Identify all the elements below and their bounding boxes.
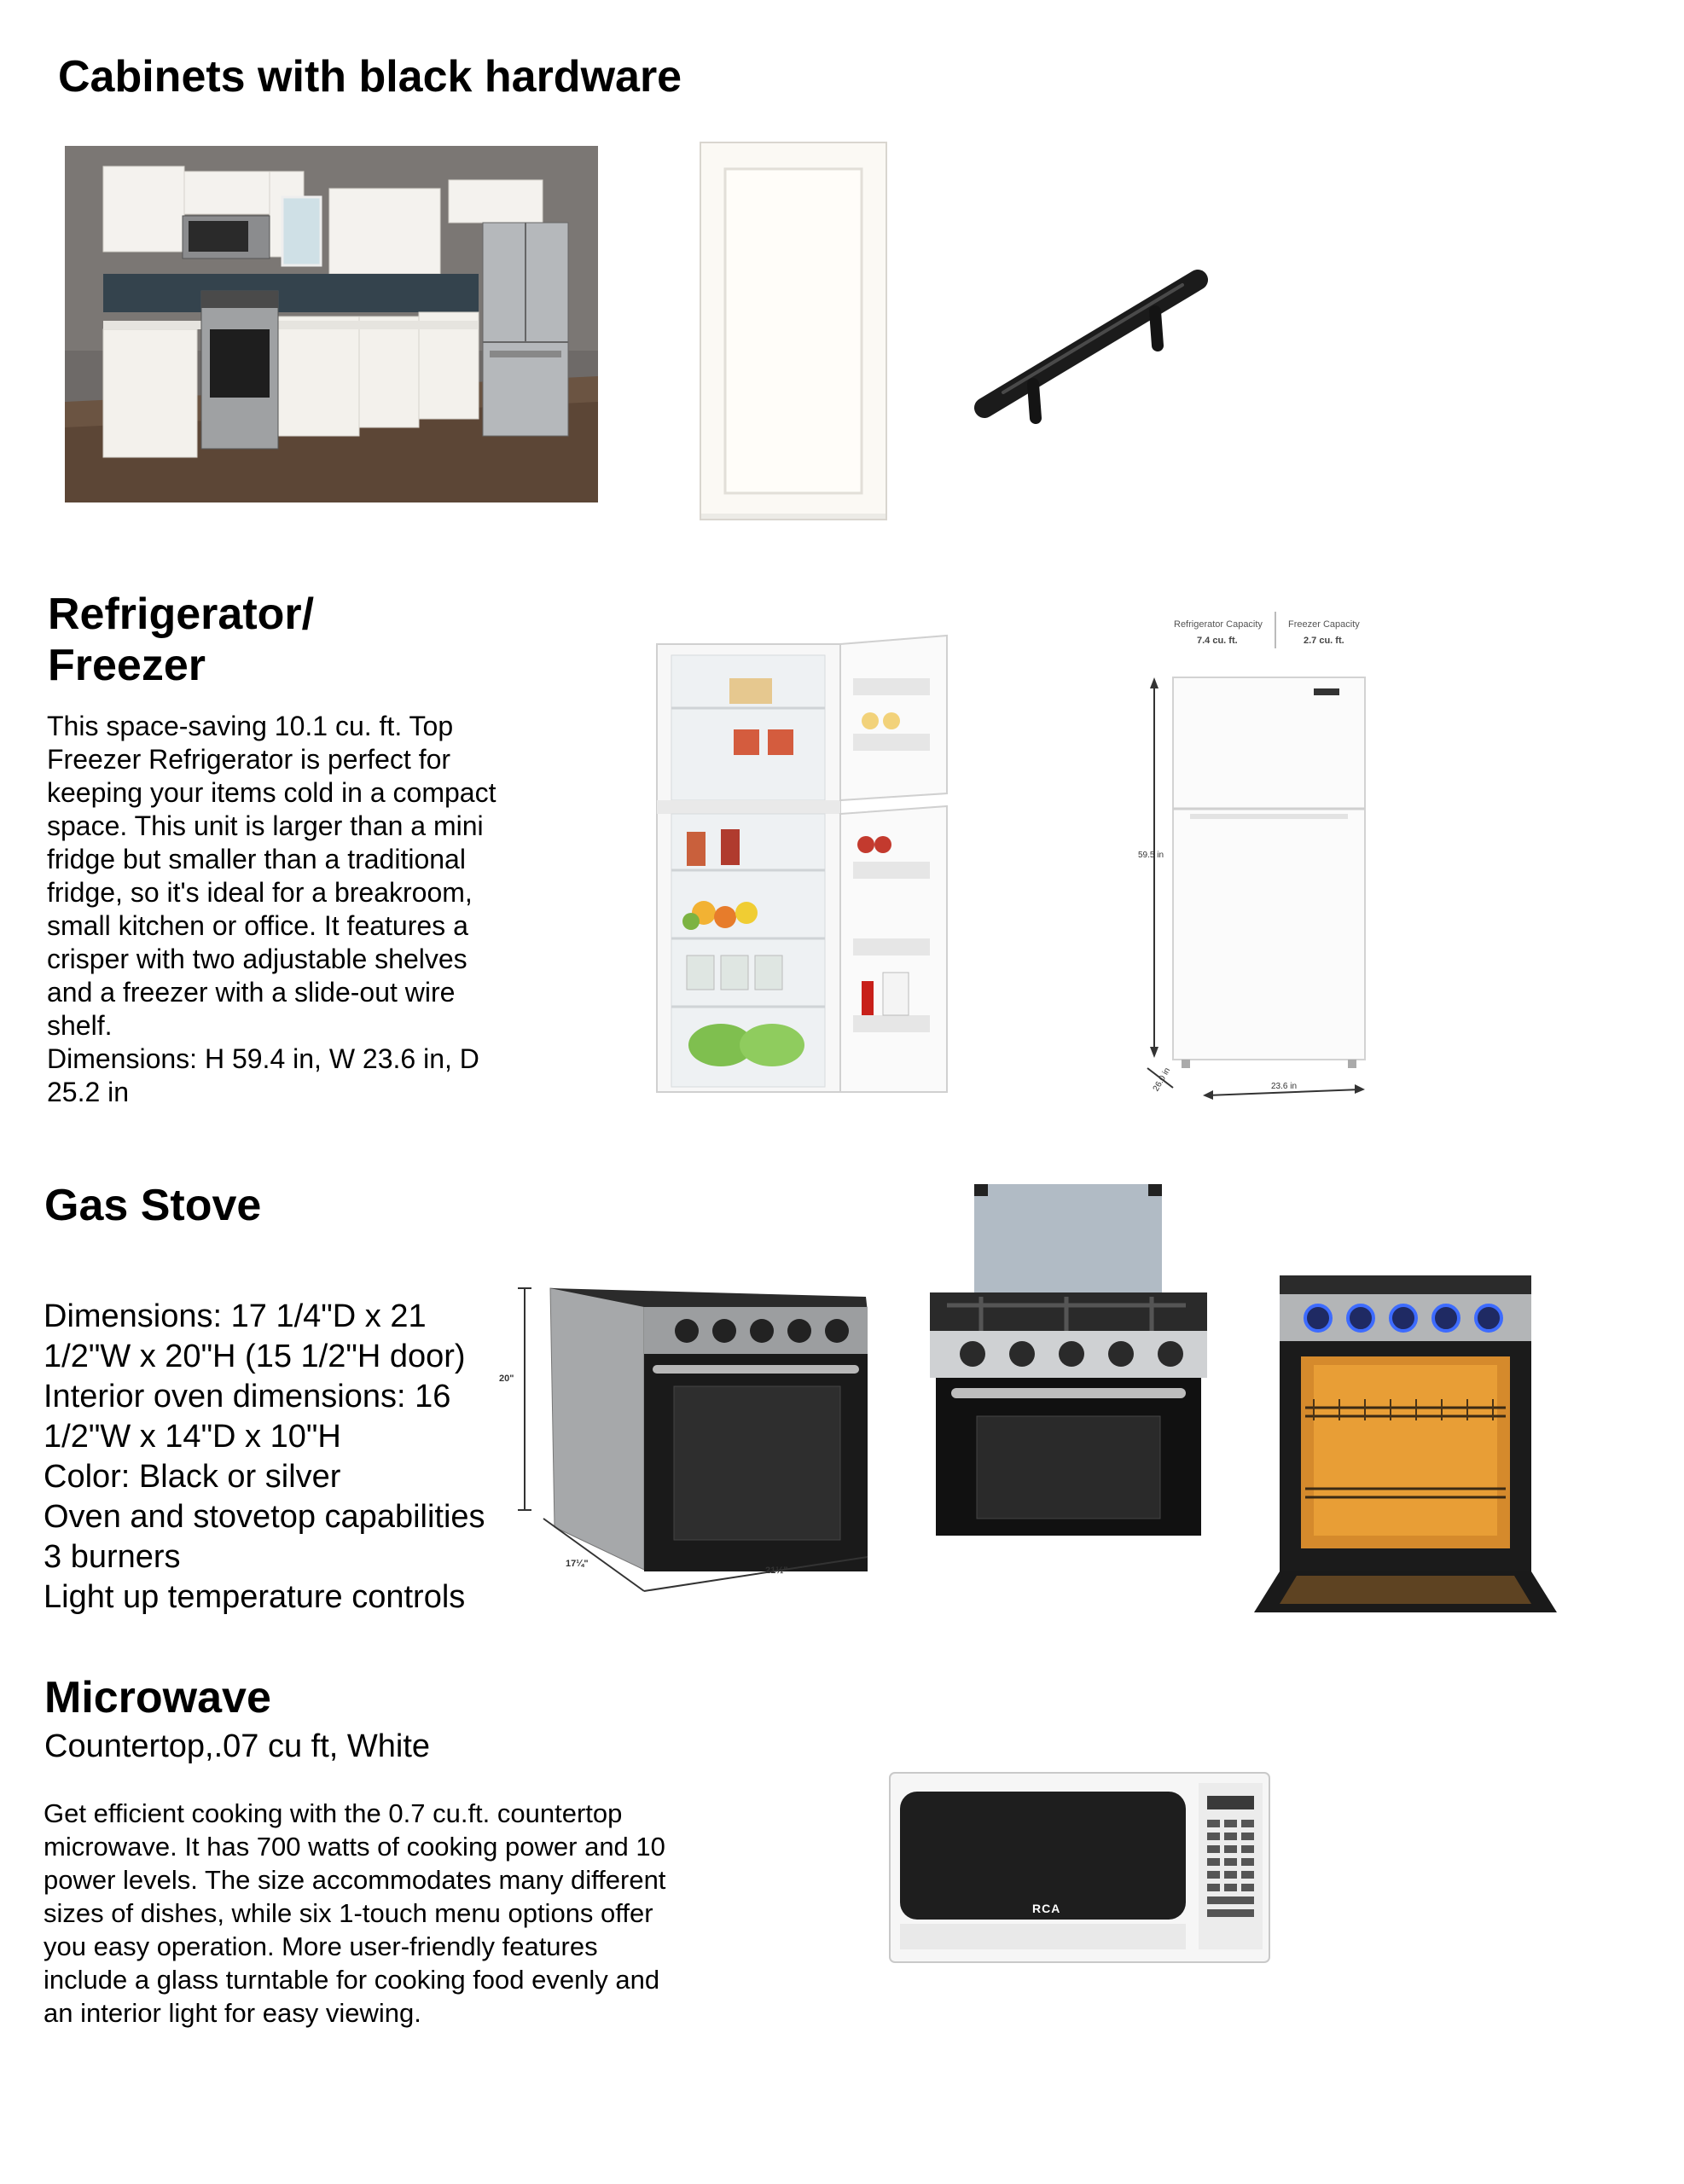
fridge-description-line: Dimensions: H 59.4 in, W 23.6 in, D: [47, 1043, 479, 1074]
open-fridge-image: [653, 631, 960, 1096]
fridge-dimensions-diagram: [1138, 607, 1403, 1101]
fridge-depth-label: 26.0 in: [1151, 1066, 1173, 1094]
microwave-description-line: power levels. The size accommodates many different: [44, 1865, 666, 1895]
fridge-description-line: keeping your items cold in a compact: [47, 777, 496, 808]
stove-details: [44, 1297, 485, 1618]
freezer-capacity-label: Freezer Capacity: [1288, 619, 1360, 630]
microwave-brand-logo: RCA: [1032, 1902, 1061, 1915]
stove-dimensions-image: [499, 1271, 874, 1608]
fridge-description-line: fridge, so it's ideal for a breakroom,: [47, 877, 473, 908]
stove-detail-line: Color: Black or silver: [44, 1459, 341, 1495]
stove-detail-line: Oven and stovetop capabilities: [44, 1499, 485, 1535]
microwave-description: [44, 1797, 665, 2030]
stove-open-oven-image: [1246, 1275, 1561, 1612]
microwave-description-line: microwave. It has 700 watts of cooking power and 10: [44, 1832, 665, 1862]
fridge-description-line: space. This unit is larger than a mini: [47, 810, 484, 841]
fridge-description-line: fridge but smaller than a traditional: [47, 844, 466, 874]
stove-detail-line: 1/2"W x 20"H (15 1/2"H door): [44, 1339, 466, 1374]
fridge-capacity-label: Refrigerator Capacity: [1174, 619, 1263, 630]
stove-depth-label: 17¼": [566, 1559, 589, 1569]
microwave-image: [887, 1770, 1275, 1968]
stove-detail-line: Dimensions: 17 1/4"D x 21: [44, 1298, 427, 1334]
freezer-capacity-value: 2.7 cu. ft.: [1304, 636, 1344, 646]
kitchen-photo: [65, 146, 598, 502]
fridge-description-line: small kitchen or office. It features a: [47, 910, 468, 941]
fridge-width-label: 23.6 in: [1271, 1082, 1298, 1091]
stove-front-image: [930, 1182, 1211, 1540]
fridge-description-line: crisper with two adjustable shelves: [47, 944, 467, 974]
fridge-title-line: Freezer: [48, 641, 206, 690]
microwave-description-line: sizes of dishes, while six 1-touch menu options offer: [44, 1898, 653, 1928]
stove-title: Gas Stove: [44, 1181, 262, 1230]
microwave-description-line: you easy operation. More user-friendly features: [44, 1931, 598, 1961]
fridge-title-line: Refrigerator/: [48, 590, 315, 639]
microwave-description-line: include a glass turntable for cooking food evenly and: [44, 1965, 660, 1995]
stove-detail-line: Light up temperature controls: [44, 1579, 466, 1615]
microwave-description-line: Get efficient cooking with the 0.7 cu.ft. countertop: [44, 1798, 623, 1828]
stove-height-label: 20": [499, 1374, 514, 1384]
microwave-description-line: an interior light for easy viewing.: [44, 1998, 421, 2028]
fridge-description: [47, 710, 496, 1109]
fridge-description-line: and a freezer with a slide-out wire: [47, 977, 456, 1008]
fridge-description-line: 25.2 in: [47, 1077, 130, 1107]
stove-detail-line: 3 burners: [44, 1539, 181, 1575]
fridge-title: [48, 589, 314, 691]
stove-width-label: 21½": [765, 1565, 788, 1576]
cabinets-title: Cabinets with black hardware: [58, 52, 682, 102]
fridge-description-line: This space-saving 10.1 cu. ft. Top: [47, 711, 454, 741]
fridge-description-line: Freezer Refrigerator is perfect for: [47, 744, 451, 775]
stove-detail-line: 1/2"W x 14"D x 10"H: [44, 1419, 341, 1455]
stove-detail-line: Interior oven dimensions: 16: [44, 1379, 451, 1414]
cabinet-door-image: [700, 142, 887, 520]
fridge-description-line: shelf.: [47, 1010, 113, 1041]
microwave-title: Microwave: [44, 1673, 271, 1722]
microwave-subtitle: Countertop,.07 cu ft, White: [44, 1728, 431, 1764]
fridge-height-label: 59.5 in: [1138, 851, 1164, 860]
bar-handle-image: [969, 264, 1208, 427]
fridge-capacity-value: 7.4 cu. ft.: [1197, 636, 1238, 646]
